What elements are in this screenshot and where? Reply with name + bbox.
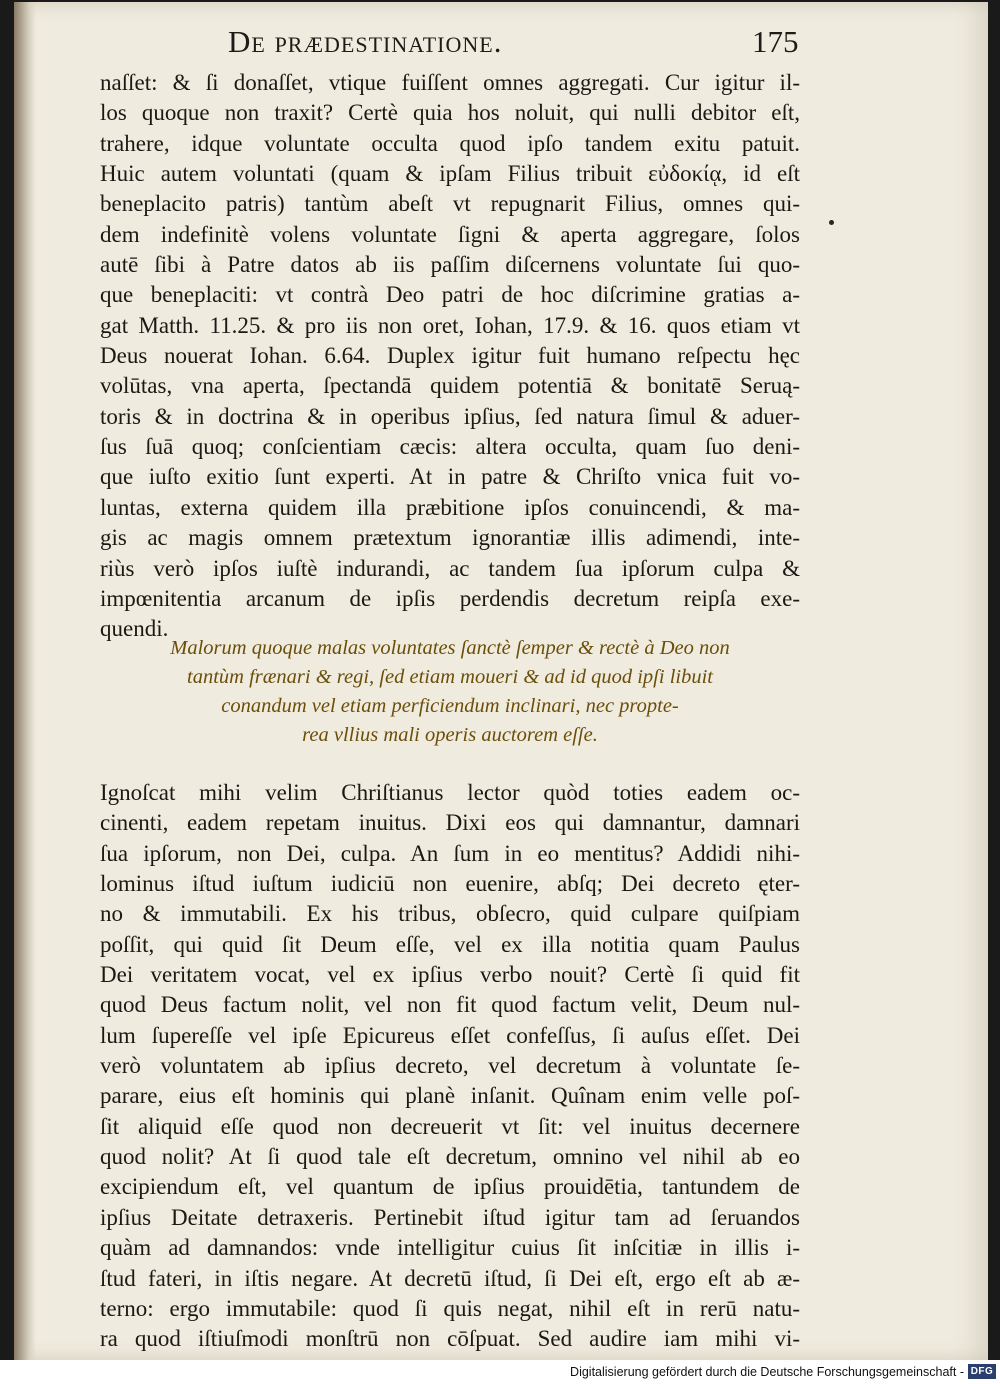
text-line: toris & in doctrina & in operibus ipſius, ſed natura ſimul & aduer- xyxy=(100,403,800,429)
text-line: quod Deus factum nolit, vel non fit quod factum velit, Deum nul- xyxy=(100,992,800,1018)
text-line: que iuſto exitio ſunt experti. At in patre & Chriſto vnica fuit vo- xyxy=(100,464,800,490)
text-line: quàm ad damnandos: vnde intelligitur cuius ſit inſcitiæ in illis i- xyxy=(100,1235,800,1261)
heading-line: Malorum quoque malas voluntates ſanctè ſemper & rectè à Deo non xyxy=(170,637,730,659)
text-line: los quoque non traxit? Certè quia hos noluit, qui nulli debitor eſt, xyxy=(100,100,800,126)
text-line: Dei veritatem vocat, vel ex ipſius verbo nouit? Certè ſi quid fit xyxy=(100,962,800,988)
text-line: ra quod iſtiuſmodi monſtrū non cōſpuat. Sed audire iam mihi vi- xyxy=(100,1326,800,1352)
paragraph-1 xyxy=(100,68,800,645)
text-line: cinenti, eadem repetam inuitus. Dixi eos qui damnantur, damnari xyxy=(100,810,800,836)
page-number: 175 xyxy=(752,24,799,59)
paragraph-2 xyxy=(100,778,800,1355)
text-line: Ignoſcat mihi velim Chriſtianus lector quòd toties eadem oc- xyxy=(100,780,800,805)
text-line: impœnitentia arcanum de ipſis perdendis decretum reipſa exe- xyxy=(100,585,800,611)
text-line: trahere, idque voluntate occulta quod ipſo tandem exitu patuit. xyxy=(100,130,800,156)
text-line: riùs verò ipſos iuſtè indurandi, ac tandem ſua ipſorum culpa & xyxy=(100,555,800,581)
text-line: gat Matth. 11.25. & pro iis non oret, Iohan, 17.9. & 16. quos etiam vt xyxy=(100,312,800,338)
margin-mark xyxy=(829,220,834,225)
footer-credit: Digitalisierung gefördert durch die Deutsche Forschungsgemeinschaft - xyxy=(570,1365,964,1379)
text-line: ſtud fateri, in iſtis negare. At decretū iſtud, ſi Dei eſt, ergo eſt ab æ- xyxy=(100,1265,800,1291)
text-line: quod nolit? At ſi quod tale eſt decretum, omnino vel nihil ab eo xyxy=(100,1144,800,1170)
text-line: lominus iſtud iuſtum iudiciū non euenire, abſq; Dei decreto ęter- xyxy=(100,871,800,897)
text-line: ipſius Deitate detraxeris. Pertinebit iſtud igitur tam ad ſeruandos xyxy=(100,1204,800,1230)
text-line: que beneplaciti: vt contrà Deo patri de hoc diſcrimine gratias a- xyxy=(100,282,800,308)
text-line: beneplacito patris) tantùm abeſt vt repugnarit Filius, omnes qui- xyxy=(100,191,800,217)
text-line: excipiendum eſt, vel quantum de ipſius prouidētia, tantundem de xyxy=(100,1174,800,1200)
text-line: Huic autem voluntati (quam & ipſam Filius tribuit εὐδοκίᾳ, id eſt xyxy=(100,161,800,187)
heading-line: tantùm frænari & regi, ſed etiam moueri & ad id quod ipſi libuit xyxy=(187,666,713,688)
text-line: Deus nouerat Iohan. 6.64. Duplex igitur fuit humano reſpectu hęc xyxy=(100,343,800,369)
text-line: lum ſupereſſe vel ipſe Epicureus eſſet confeſſus, ſi auſus eſſet. Dei xyxy=(100,1022,800,1048)
text-line: gis ac magis omnem prætextum ignorantiæ illis adimendi, inte- xyxy=(100,525,800,551)
text-line: parare, eius eſt hominis qui planè inſanit. Quînam enim velle poſ- xyxy=(100,1083,800,1109)
dfg-logo-icon: DFG xyxy=(968,1364,996,1379)
text-line: terno: ergo immutabile: quod ſi quis negat, nihil eſt in rerū natu- xyxy=(100,1295,800,1321)
text-line: naſſet: & ſi donaſſet, vtique fuiſſent omnes aggregati. Cur igitur il- xyxy=(100,70,800,95)
book-page xyxy=(14,2,988,1360)
running-head: De prædestinatione. xyxy=(228,24,503,59)
text-line: no & immutabili. Ex his tribus, obſecro, quid culpare quiſpiam xyxy=(100,901,800,927)
text-line: autē ſibi à Patre datos ab iis paſſim diſcernens voluntate ſui quo- xyxy=(100,252,800,278)
page-binding-shadow xyxy=(14,2,36,1360)
text-line: ſua ipſorum, non Dei, culpa. An ſum in eo mentitus? Addidi nihi- xyxy=(100,840,800,866)
section-heading xyxy=(100,634,800,750)
text-line: luntas, externa quidem illa præbitione ipſos conuincendi, & ma- xyxy=(100,494,800,520)
text-line: volūtas, vna aperta, ſpectandā quidem potentiā & bonitatē Seruą- xyxy=(100,373,800,399)
text-line: verò voluntatem ab ipſius decreto, vel decretum à voluntate ſe- xyxy=(100,1053,800,1079)
heading-line: rea vllius mali operis auctorem eſſe. xyxy=(302,724,598,746)
heading-line: conandum vel etiam perficiendum inclinari, nec propte- xyxy=(221,695,679,717)
text-line: poſſit, qui quid ſit Deum eſſe, vel ex illa notitia quam Paulus xyxy=(100,931,800,957)
text-line: quendi. xyxy=(100,616,169,642)
text-line: dem indefinitè volens voluntate ſigni & aperta aggregare, ſolos xyxy=(100,221,800,247)
text-line: ſit aliquid eſſe quod non decreuerit vt ſit: vel inuitus decernere xyxy=(100,1113,800,1139)
footer-bar xyxy=(0,1360,1000,1384)
text-line: ſus ſuā quoq; conſcientiam cæcis: altera occulta, quam ſuo deni- xyxy=(100,434,800,460)
